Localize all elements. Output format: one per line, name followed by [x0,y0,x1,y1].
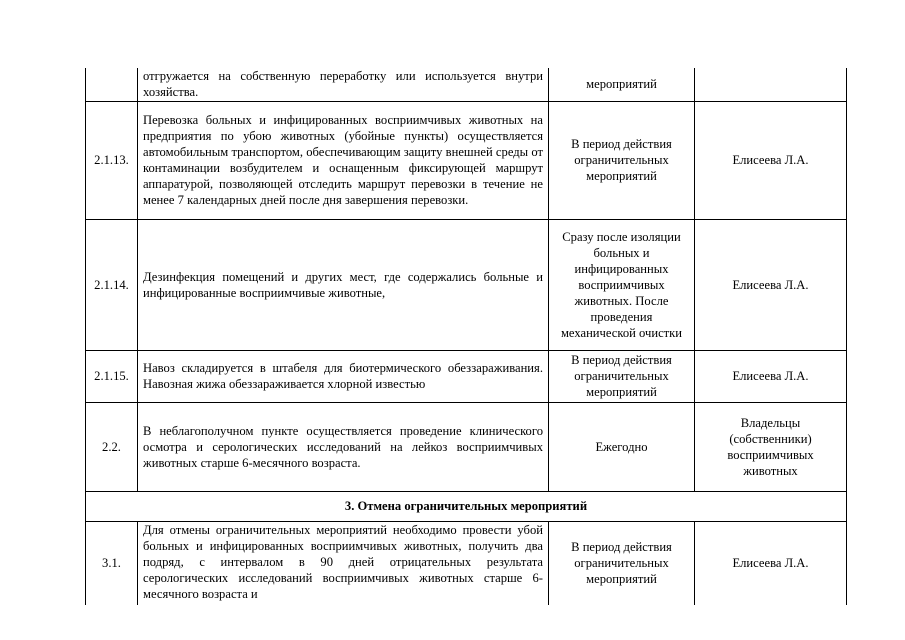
measure-description: Дезинфекция помещений и других мест, где содержались больные и инфицированные восприимчивые животные, [138,219,549,350]
measure-description: Навоз складируется в штабеля для биотермического обеззараживания. Навозная жижа обеззараживается хлорной известью [138,350,549,402]
row-number: 2.2. [86,402,138,491]
row-number: 3.1. [86,521,138,605]
section-row [86,491,847,521]
table-row [86,68,847,101]
row-number: 2.1.14. [86,219,138,350]
measure-description: Перевозка больных и инфицированных восприимчивых животных на предприятия по убою животных (убойные пункты) осуществляется автомобильным транспортом, обеспечивающим защиту внешней среды от контаминации возбудителем и оснащенным фиксирующей маршрут аппаратурой, позволяющей отследить маршрут перевозки в течение не менее 7 календарных дней после дня завершения перевозки. [138,101,549,219]
section-heading: 3. Отмена ограничительных мероприятий [86,491,847,521]
measure-description-text: Для отмены ограничительных мероприятий необходимо провести убой больных и инфицированных восприимчивых животных, получить два подряд, с интервалом в 90 дней отрицательных результата серологических исследований восприимчивых животных старше 6-месячного возраста и [143,522,543,601]
responsible-person: Елисеева Л.А. [695,521,847,605]
measure-term: мероприятий [549,68,695,101]
table-row [86,350,847,402]
measure-term: Сразу после изоляции больных и инфицированных восприимчивых животных. После проведения механической очистки [549,219,695,350]
measure-term: Ежегодно [549,402,695,491]
measures-table [85,68,847,605]
responsible-person [695,68,847,101]
measure-term: В период действия ограничительных мероприятий [549,350,695,402]
table-row [86,402,847,491]
table-row [86,101,847,219]
measure-description [138,521,549,605]
responsible-person: Елисеева Л.А. [695,219,847,350]
responsible-person: Елисеева Л.А. [695,350,847,402]
table-row [86,521,847,605]
measure-term: В период действия ограничительных мероприятий [549,521,695,605]
table-row [86,219,847,350]
row-number [86,68,138,101]
responsible-person: Владельцы (собственники) восприимчивых животных [695,402,847,491]
row-number: 2.1.15. [86,350,138,402]
measure-term: В период действия ограничительных мероприятий [549,101,695,219]
measure-description: В неблагополучном пункте осуществляется проведение клинического осмотра и серологических исследований на лейкоз восприимчивых животных старше 6-месячного возраста. [138,402,549,491]
measure-description: отгружается на собственную переработку или используется внутри хозяйства. [138,68,549,101]
row-number: 2.1.13. [86,101,138,219]
responsible-person: Елисеева Л.А. [695,101,847,219]
